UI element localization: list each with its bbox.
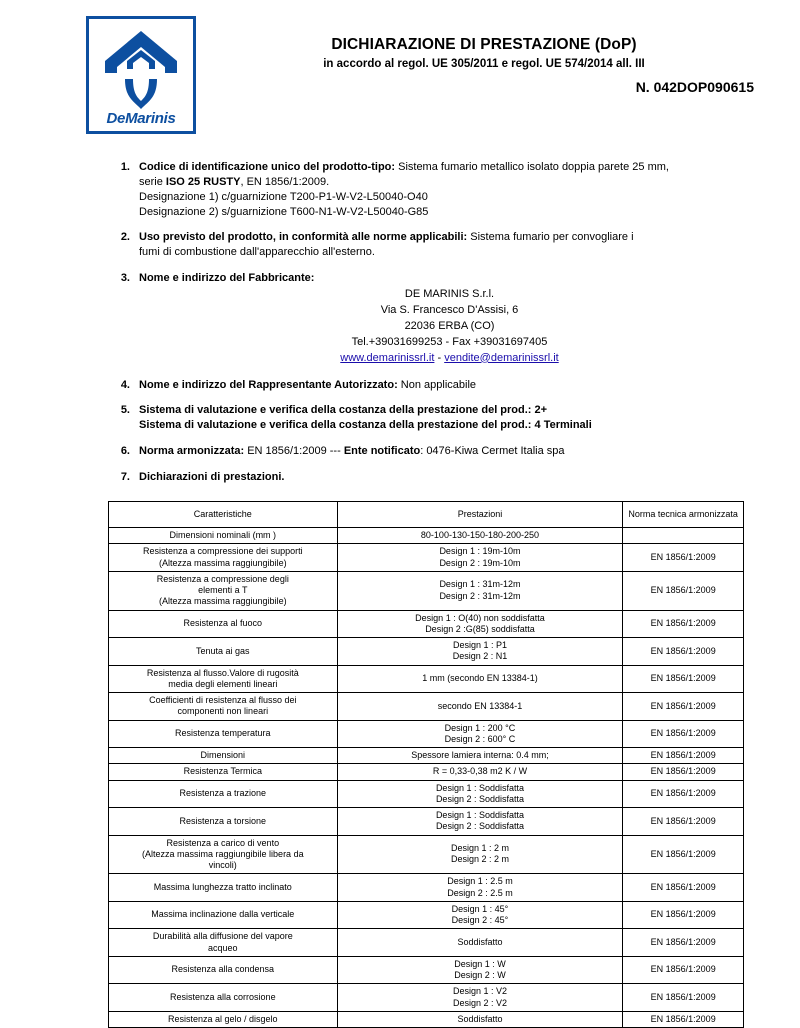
cell-prestazioni: Design 1 : Soddisfatta Design 2 : Soddisfatta xyxy=(337,808,623,836)
table-row xyxy=(109,835,744,874)
cell-norma: EN 1856/1:2009 xyxy=(623,764,744,780)
cell-norma: EN 1856/1:2009 xyxy=(623,748,744,764)
cell-prestazioni: Design 1 : P1 Design 2 : N1 xyxy=(337,638,623,666)
clause-2-number: 2. xyxy=(120,231,130,244)
clause-5-body xyxy=(139,403,760,433)
clause-2-body xyxy=(139,230,760,260)
cell-prestazioni: Design 1 : 31m-12m Design 2 : 31m-12m xyxy=(337,571,623,610)
logo-mark-icon xyxy=(95,27,187,115)
clause-1-line2-bold: ISO 25 RUSTY xyxy=(165,175,241,188)
clause-1 xyxy=(108,160,760,219)
clause-3-label: Nome e indirizzo del Fabbricante: xyxy=(139,272,315,285)
clause-1-line2 xyxy=(139,175,760,190)
table-row xyxy=(109,874,744,902)
cell-caratteristiche: Resistenza al flusso.Valore di rugosità media degli elementi lineari xyxy=(109,665,338,693)
table-row xyxy=(109,1011,744,1027)
cell-prestazioni: 80-100-130-150-180-200-250 xyxy=(337,528,623,544)
cell-norma: EN 1856/1:2009 xyxy=(623,874,744,902)
clause-6 xyxy=(108,444,760,459)
cell-norma: EN 1856/1:2009 xyxy=(623,544,744,572)
cell-caratteristiche: Massima inclinazione dalla verticale xyxy=(109,901,338,929)
cell-prestazioni: Design 1 : Soddisfatta Design 2 : Soddisfatta xyxy=(337,780,623,808)
document-number: N. 042DOP090615 xyxy=(635,79,754,95)
address-contact-line xyxy=(139,351,760,367)
header-text-block xyxy=(196,10,782,95)
cell-caratteristiche: Resistenza a compressione degli elementi a T (Altezza massima raggiungibile) xyxy=(109,571,338,610)
clause-1-number: 1. xyxy=(120,161,130,173)
clause-1-text: Sistema fumario metallico isolato doppia parete 25 mm, xyxy=(395,161,669,173)
clause-7-number: 7. xyxy=(120,470,130,483)
clause-4-body xyxy=(139,378,760,393)
clause-7-body xyxy=(139,470,760,485)
cell-norma xyxy=(623,528,744,544)
document-header xyxy=(0,0,800,134)
manufacturer-address xyxy=(139,287,760,367)
clause-4-number: 4. xyxy=(120,378,130,391)
clause-6-number: 6. xyxy=(120,445,130,458)
table-row xyxy=(109,808,744,836)
table-row xyxy=(109,720,744,748)
clause-5-text-2: 4 Terminali xyxy=(531,419,592,432)
cell-norma: EN 1856/1:2009 xyxy=(623,984,744,1012)
cell-caratteristiche: Massima lunghezza tratto inclinato xyxy=(109,874,338,902)
table-row xyxy=(109,571,744,610)
cell-prestazioni: Design 1 : W Design 2 : W xyxy=(337,956,623,984)
cell-caratteristiche: Resistenza a trazione xyxy=(109,780,338,808)
cell-caratteristiche: Resistenza alla corrosione xyxy=(109,984,338,1012)
cell-caratteristiche: Dimensioni xyxy=(109,748,338,764)
clause-6-text-2: : 0476-Kiwa Cermet Italia spa xyxy=(420,445,565,458)
link-separator: - xyxy=(434,351,445,364)
clause-1-line4: Designazione 2) s/guarnizione T600-N1-W-V2-L50040-G85 xyxy=(139,205,429,218)
address-line-2: Via S. Francesco D'Assisi, 6 xyxy=(380,303,519,316)
clause-5-label-2: Sistema di valutazione e verifica della costanza della prestazione del prod.: xyxy=(139,419,532,432)
clause-1-body xyxy=(139,160,760,219)
cell-caratteristiche: Resistenza al gelo / disgelo xyxy=(109,1011,338,1027)
cell-prestazioni: Soddisfatto xyxy=(337,929,623,957)
table-header-row xyxy=(109,501,744,527)
header-prestazioni: Prestazioni xyxy=(337,501,623,527)
clause-2-line2: fumi di combustione dall'apparecchio all'esterno. xyxy=(139,246,375,259)
clause-5-number: 5. xyxy=(120,404,130,417)
clause-2-text: Sistema fumario per convogliare i xyxy=(467,231,634,244)
cell-norma: EN 1856/1:2009 xyxy=(623,929,744,957)
cell-norma: EN 1856/1:2009 xyxy=(623,956,744,984)
email-link[interactable]: vendite@demarinissrl.it xyxy=(444,351,559,364)
clause-4-label: Nome e indirizzo del Rappresentante Autorizzato: xyxy=(139,378,398,391)
cell-caratteristiche: Resistenza a compressione dei supporti (Altezza massima raggiungibile) xyxy=(109,544,338,572)
cell-caratteristiche: Dimensioni nominali (mm ) xyxy=(109,528,338,544)
table-row xyxy=(109,780,744,808)
cell-prestazioni: Design 1 : 19m-10m Design 2 : 19m-10m xyxy=(337,544,623,572)
table-row xyxy=(109,929,744,957)
address-line-1: DE MARINIS S.r.l. xyxy=(404,287,495,300)
cell-prestazioni: Design 1 : 200 °C Design 2 : 600° C xyxy=(337,720,623,748)
performance-table xyxy=(108,501,744,1028)
cell-prestazioni: Design 1 : O(40) non soddisfatta Design 2 :G(85) soddisfatta xyxy=(337,610,623,638)
cell-caratteristiche: Coefficienti di resistenza al flusso dei componenti non lineari xyxy=(109,693,338,721)
address-line-4: Tel.+39031699253 - Fax +39031697405 xyxy=(351,335,548,348)
clause-7 xyxy=(108,470,760,485)
cell-norma: EN 1856/1:2009 xyxy=(623,808,744,836)
cell-norma: EN 1856/1:2009 xyxy=(623,901,744,929)
table-row xyxy=(109,984,744,1012)
clause-5-line1 xyxy=(139,403,760,418)
clause-1-line2-pre: serie xyxy=(139,175,166,188)
cell-caratteristiche: Resistenza alla condensa xyxy=(109,956,338,984)
website-link[interactable]: www.demarinissrl.it xyxy=(340,351,435,364)
address-line-3: 22036 ERBA (CO) xyxy=(404,319,495,332)
clause-6-label: Norma armonizzata: xyxy=(139,445,245,458)
cell-caratteristiche: Resistenza temperatura xyxy=(109,720,338,748)
company-logo xyxy=(86,16,196,134)
cell-prestazioni: R = 0,33-0,38 m2 K / W xyxy=(337,764,623,780)
clause-1-label: Codice di identificazione unico del prodotto-tipo: xyxy=(139,161,396,173)
table-row xyxy=(109,544,744,572)
cell-caratteristiche: Resistenza a carico di vento (Altezza massima raggiungibile libera da vincoli) xyxy=(109,835,338,874)
header-norma: Norma tecnica armonizzata xyxy=(623,501,744,527)
cell-prestazioni: secondo EN 13384-1 xyxy=(337,693,623,721)
cell-norma: EN 1856/1:2009 xyxy=(623,1011,744,1027)
clause-6-text: EN 1856/1:2009 --- xyxy=(244,445,344,458)
document-subtitle: in accordo al regol. UE 305/2011 e regol. UE 574/2014 all. III xyxy=(323,58,645,70)
clause-2 xyxy=(108,230,760,260)
cell-prestazioni: Spessore lamiera interna: 0.4 mm; xyxy=(337,748,623,764)
document-title: DICHIARAZIONE DI PRESTAZIONE (DoP) xyxy=(331,36,637,53)
cell-norma: EN 1856/1:2009 xyxy=(623,693,744,721)
table-row xyxy=(109,528,744,544)
clause-5-text: 2+ xyxy=(531,404,548,417)
clause-3-body xyxy=(139,271,760,367)
table-row xyxy=(109,693,744,721)
clause-3-number: 3. xyxy=(120,272,130,285)
clause-2-label: Uso previsto del prodotto, in conformità alle norme applicabili: xyxy=(139,231,468,244)
cell-prestazioni: Design 1 : 45° Design 2 : 45° xyxy=(337,901,623,929)
clause-6-body xyxy=(139,444,760,459)
cell-norma: EN 1856/1:2009 xyxy=(623,638,744,666)
table-row xyxy=(109,638,744,666)
logo-wordmark: DeMarinis xyxy=(106,110,176,127)
table-row xyxy=(109,610,744,638)
cell-prestazioni: Design 1 : 2.5 m Design 2 : 2.5 m xyxy=(337,874,623,902)
clauses-list xyxy=(0,160,800,485)
cell-norma: EN 1856/1:2009 xyxy=(623,720,744,748)
clause-4 xyxy=(108,378,760,393)
cell-caratteristiche: Durabilità alla diffusione del vapore acqueo xyxy=(109,929,338,957)
clause-5-line2 xyxy=(139,418,760,433)
clause-1-line3: Designazione 1) c/guarnizione T200-P1-W-V2-L50040-O40 xyxy=(139,190,428,203)
cell-caratteristiche: Resistenza al fuoco xyxy=(109,610,338,638)
table-row xyxy=(109,665,744,693)
cell-norma: EN 1856/1:2009 xyxy=(623,571,744,610)
performance-table-wrap xyxy=(0,501,800,1028)
table-row xyxy=(109,748,744,764)
table-body xyxy=(109,528,744,1028)
clause-7-label: Dichiarazioni di prestazioni. xyxy=(139,470,285,483)
clause-6-label-2: Ente notificato xyxy=(343,445,421,458)
table-row xyxy=(109,956,744,984)
cell-caratteristiche: Resistenza Termica xyxy=(109,764,338,780)
cell-norma: EN 1856/1:2009 xyxy=(623,780,744,808)
table-row xyxy=(109,764,744,780)
cell-norma: EN 1856/1:2009 xyxy=(623,835,744,874)
table-row xyxy=(109,901,744,929)
cell-norma: EN 1856/1:2009 xyxy=(623,665,744,693)
cell-prestazioni: Design 1 : 2 m Design 2 : 2 m xyxy=(337,835,623,874)
cell-prestazioni: Soddisfatto xyxy=(337,1011,623,1027)
clause-4-text: Non applicabile xyxy=(397,378,477,391)
cell-prestazioni: 1 mm (secondo EN 13384-1) xyxy=(337,665,623,693)
cell-prestazioni: Design 1 : V2 Design 2 : V2 xyxy=(337,984,623,1012)
cell-caratteristiche: Resistenza a torsione xyxy=(109,808,338,836)
clause-5-label: Sistema di valutazione e verifica della costanza della prestazione del prod.: xyxy=(139,404,532,417)
cell-norma: EN 1856/1:2009 xyxy=(623,610,744,638)
clause-1-line2-post: , EN 1856/1:2009. xyxy=(240,175,330,188)
header-caratteristiche: Caratteristiche xyxy=(109,501,338,527)
clause-5 xyxy=(108,403,760,433)
cell-caratteristiche: Tenuta ai gas xyxy=(109,638,338,666)
clause-3 xyxy=(108,271,760,367)
